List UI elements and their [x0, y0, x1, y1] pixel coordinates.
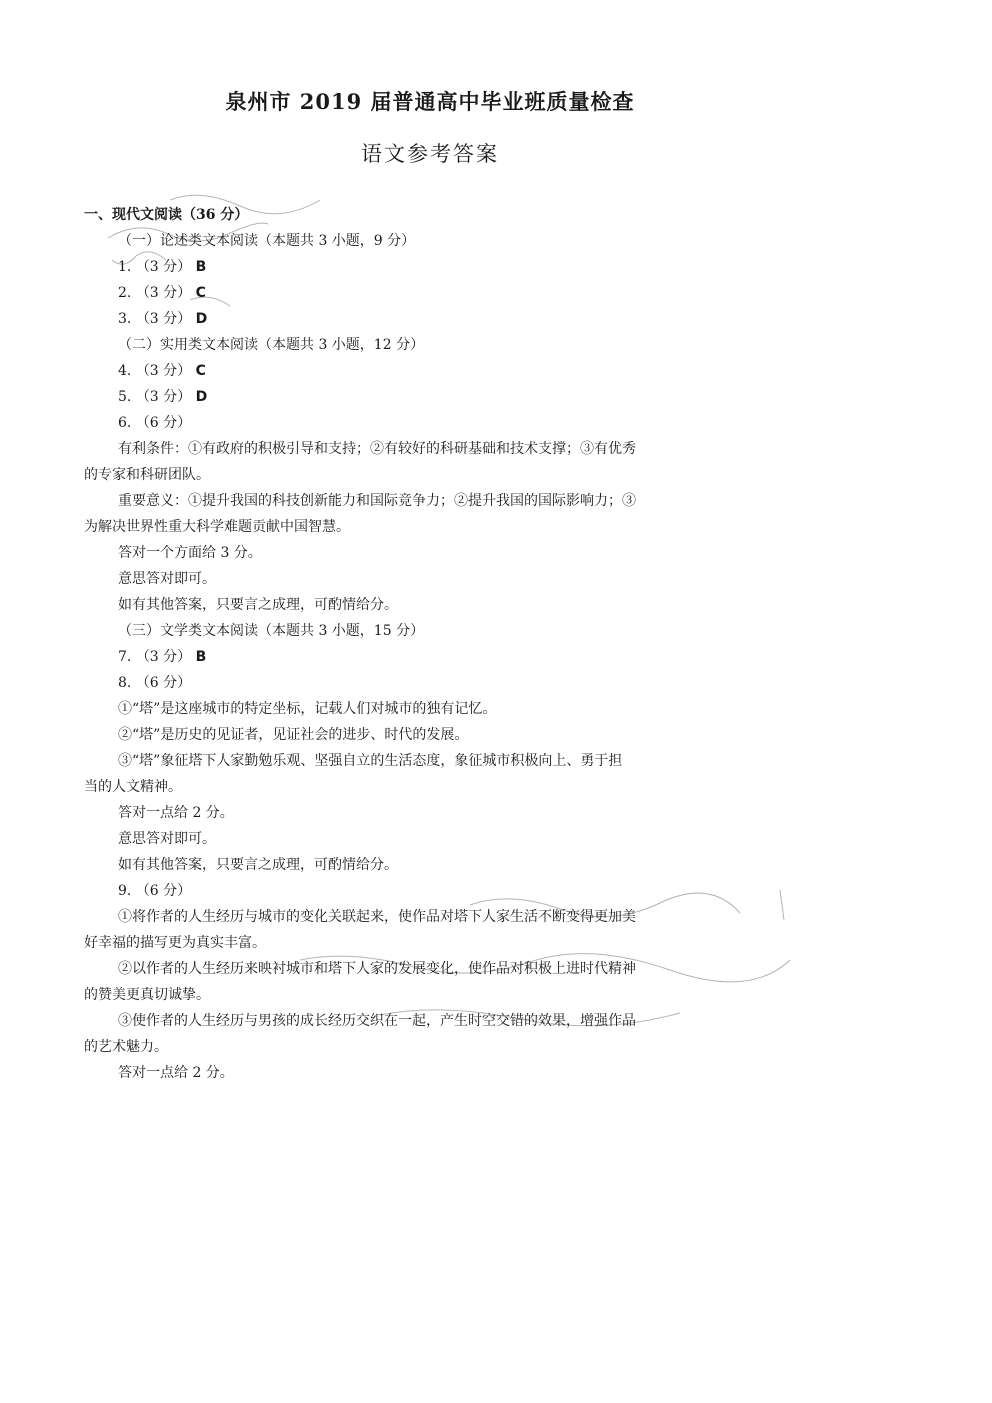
- question-number: 7.: [118, 649, 132, 665]
- answer-row-q4: [118, 362, 206, 380]
- page-title: 泉州市 2019 届普通高中毕业班质量检查: [225, 89, 635, 114]
- part1-heading: （一）论述类文本阅读（本题共 3 小题，9 分）: [118, 233, 416, 249]
- q8-point2: ②“塔”是历史的见证者，见证社会的进步、时代的发展。: [118, 727, 469, 743]
- part3-heading: （三）文学类文本阅读（本题共 3 小题，15 分）: [118, 623, 425, 639]
- q9-point3-line2: 的艺术魅力。: [84, 1039, 168, 1055]
- q9-point2-line2: 的赞美更真切诚挚。: [84, 987, 210, 1003]
- q6-conditions-line2: 的专家和科研团队。: [84, 467, 210, 483]
- answer-row-q2: [118, 284, 206, 302]
- q8-scoring-note: 意思答对即可。: [118, 831, 216, 847]
- q6-conditions-line1: 有利条件：①有政府的积极引导和支持；②有较好的科研基础和技术支撑；③有优秀: [118, 441, 636, 457]
- answer-row-q5: [118, 388, 207, 406]
- part2-heading: （二）实用类文本阅读（本题共 3 小题，12 分）: [118, 337, 425, 353]
- question-number: 1.: [118, 259, 132, 275]
- question-score: （3 分）: [135, 363, 192, 379]
- page-subtitle: 语文参考答案: [361, 142, 499, 166]
- answer-letter: D: [195, 311, 208, 327]
- q6-significance-line2: 为解决世界性重大科学难题贡献中国智慧。: [84, 519, 350, 535]
- q6-significance-line1: 重要意义：①提升我国的科技创新能力和国际竞争力；②提升我国的国际影响力；③: [118, 493, 636, 509]
- answer-letter: B: [195, 259, 207, 275]
- question-number: 4.: [118, 363, 132, 379]
- q6-scoring-note: 意思答对即可。: [118, 571, 216, 587]
- q9-scoring-rule: 答对一点给 2 分。: [118, 1065, 234, 1081]
- q6-scoring-other: 如有其他答案，只要言之成理，可酌情给分。: [118, 597, 398, 613]
- q9-label: 9. （6 分）: [118, 883, 192, 899]
- q8-point3-line1: ③“塔”象征塔下人家勤勉乐观、坚强自立的生活态度，象征城市积极向上、勇于担: [118, 753, 623, 769]
- question-score: （3 分）: [135, 389, 192, 405]
- question-number: 3.: [118, 311, 132, 327]
- answer-letter: C: [195, 285, 206, 301]
- question-number: 5.: [118, 389, 132, 405]
- question-score: （3 分）: [135, 259, 192, 275]
- q8-label: 8. （6 分）: [118, 675, 192, 691]
- question-score: （3 分）: [135, 285, 192, 301]
- q8-scoring-rule: 答对一点给 2 分。: [118, 805, 234, 821]
- question-score: （3 分）: [135, 311, 192, 327]
- q8-point1: ①“塔”是这座城市的特定坐标，记载人们对城市的独有记忆。: [118, 701, 497, 717]
- q9-point1-line1: ①将作者的人生经历与城市的变化关联起来，使作品对塔下人家生活不断变得更加美: [118, 909, 636, 925]
- q9-point1-line2: 好幸福的描写更为真实丰富。: [84, 935, 266, 951]
- q6-scoring-rule: 答对一个方面给 3 分。: [118, 545, 262, 561]
- answer-row-q1: [118, 258, 206, 276]
- q6-label: 6. （6 分）: [118, 415, 192, 431]
- q9-point2-line1: ②以作者的人生经历来映衬城市和塔下人家的发展变化，使作品对积极上进时代精神: [118, 961, 636, 977]
- q9-point3-line1: ③使作者的人生经历与男孩的成长经历交织在一起，产生时空交错的效果，增强作品: [118, 1013, 636, 1029]
- answer-row-q3: [118, 310, 207, 328]
- question-score: （3 分）: [135, 649, 192, 665]
- answer-letter: C: [195, 363, 206, 379]
- answer-row-q7: [118, 648, 206, 666]
- q8-point3-line2: 当的人文精神。: [84, 779, 182, 795]
- question-number: 2.: [118, 285, 132, 301]
- answer-letter: B: [195, 649, 207, 665]
- answer-letter: D: [195, 389, 208, 405]
- section-heading-modern-reading: 一、现代文阅读（36 分）: [84, 207, 249, 223]
- q8-scoring-other: 如有其他答案，只要言之成理，可酌情给分。: [118, 857, 398, 873]
